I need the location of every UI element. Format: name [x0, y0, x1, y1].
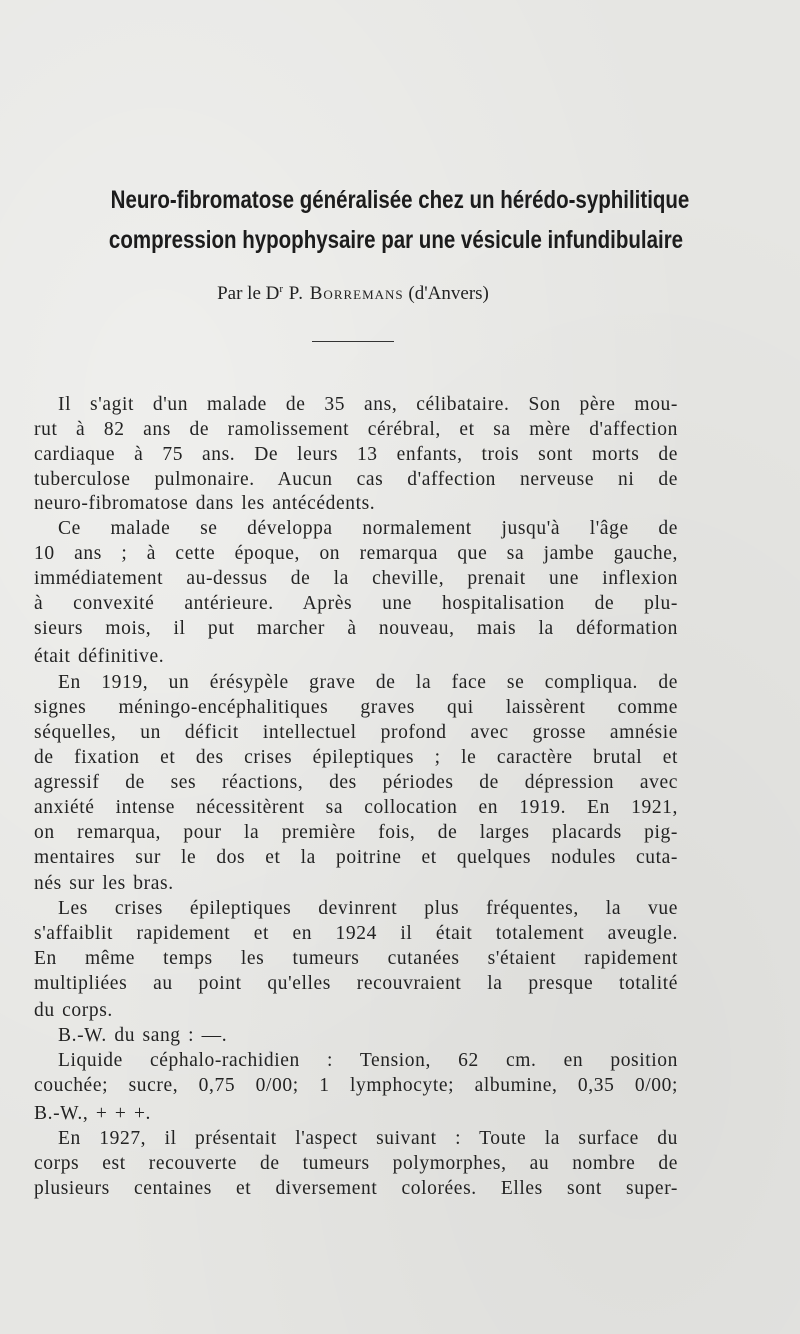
body-line: Liquide céphalo-rachidien : Tension, 62 cm. en position: [58, 1050, 678, 1071]
body-line: était définitive.: [34, 646, 165, 667]
article-title-line-1: Neuro-fibromatose généralisée chez un hérédo-syphilitique: [110, 186, 690, 214]
body-line: En 1927, il présentait l'aspect suivant : Toute la surface du: [58, 1128, 678, 1149]
byline-prefix: Par le D: [217, 283, 280, 304]
body-line: anxiété intense nécessitèrent sa collocation en 1919. En 1921,: [34, 797, 678, 818]
body-line: de fixation et des crises épileptiques ; le caractère brutal et: [34, 747, 678, 768]
body-line: sieurs mois, il put marcher à nouveau, mais la déformation: [34, 618, 678, 639]
body-line: rut à 82 ans de ramolissement cérébral, et sa mère d'affection: [34, 419, 678, 440]
body-line: neuro-fibromatose dans les antécédents.: [34, 493, 376, 514]
article-title-line-2: compression hypophysaire par une vésicule infundibulaire: [108, 226, 684, 254]
byline-author: P. Borremans: [283, 283, 404, 304]
body-line: signes méningo-encéphalitiques graves qui laissèrent comme: [34, 697, 678, 718]
body-line: multipliées au point qu'elles recouvraient la presque totalité: [34, 973, 678, 994]
body-line: couchée; sucre, 0,75 0/00; 1 lymphocyte; albumine, 0,35 0/00;: [34, 1075, 678, 1096]
body-line: Ce malade se développa normalement jusqu'à l'âge de: [58, 518, 678, 539]
author-byline: [0, 283, 706, 305]
body-line: tuberculose pulmonaire. Aucun cas d'affection nerveuse ni de: [34, 469, 678, 490]
body-line: s'affaiblit rapidement et en 1924 il était totalement aveugle.: [34, 923, 678, 944]
separator-rule: [312, 341, 394, 342]
body-line: agressif de ses réactions, des périodes de dépression avec: [34, 772, 678, 793]
body-line: à convexité antérieure. Après une hospitalisation de plu-: [34, 593, 678, 614]
body-line: En même temps les tumeurs cutanées s'étaient rapidement: [34, 948, 678, 969]
byline-place: (d'Anvers): [403, 283, 489, 304]
body-line: séquelles, un déficit intellectuel profond avec grosse amnésie: [34, 722, 678, 743]
body-line: on remarqua, pour la première fois, de larges placards pig-: [34, 822, 678, 843]
body-line: B.-W. du sang : —.: [58, 1025, 228, 1046]
body-line: corps est recouverte de tumeurs polymorphes, au nombre de: [34, 1153, 678, 1174]
byline-superscript: r: [279, 283, 284, 295]
body-line: B.-W., + + +.: [34, 1103, 152, 1124]
body-line: En 1919, un érésypèle grave de la face se compliqua. de: [58, 672, 678, 693]
body-line: mentaires sur le dos et la poitrine et quelques nodules cuta-: [34, 847, 678, 868]
body-line: Les crises épileptiques devinrent plus fréquentes, la vue: [58, 898, 678, 919]
body-line: cardiaque à 75 ans. De leurs 13 enfants, trois sont morts de: [34, 444, 678, 465]
body-line: Il s'agit d'un malade de 35 ans, célibataire. Son père mou-: [58, 394, 678, 415]
body-line: du corps.: [34, 1000, 113, 1021]
body-line: plusieurs centaines et diversement colorées. Elles sont super-: [34, 1178, 678, 1199]
body-line: nés sur les bras.: [34, 873, 174, 894]
body-line: 10 ans ; à cette époque, on remarqua que sa jambe gauche,: [34, 543, 678, 564]
body-line: immédiatement au-dessus de la cheville, prenait une inflexion: [34, 568, 678, 589]
